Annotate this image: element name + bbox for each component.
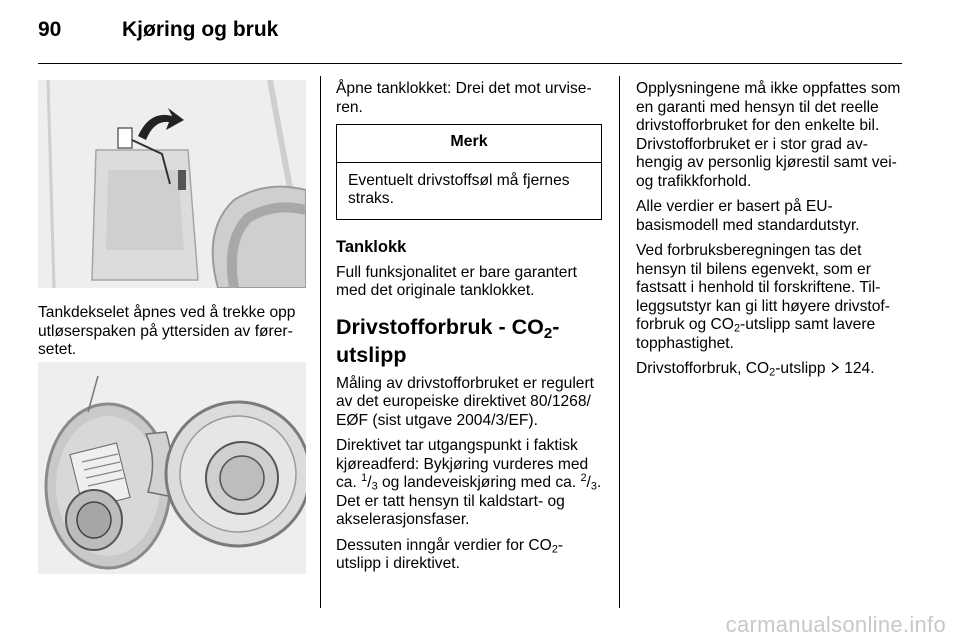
fraction-1-numerator: 1 [361, 472, 368, 484]
consumption-reference[interactable] [636, 360, 902, 379]
fuel-cap-subheading: Tanklokk [336, 237, 407, 256]
column-2 [336, 80, 602, 581]
note-heading: Merk [337, 125, 601, 163]
co2-directive-text-b: -utslipp i direktivet. [336, 536, 564, 572]
fuel-cap-illustration [38, 362, 306, 574]
header-rule [38, 63, 902, 64]
column-divider-2 [619, 76, 620, 608]
regulation-paragraph: Måling av drivstofforbruket er regulert av det europeiske direktivet 80/1268/ EØF (sist utgave 2004/3/EF). [336, 374, 594, 429]
fraction-2-denominator: 3 [590, 480, 597, 493]
weight-text-a: Ved forbruksberegningen tas det hensyn til bilens egenvekt, som er fastsatt i henhold til forskriftene. Tilleggsutstyr kan gi litt høyere drivstofforbruk og CO [636, 242, 890, 333]
page-number: 90 [38, 18, 62, 41]
driving-cycle-text-a: Direktivet tar utgangspunkt i faktisk kjøreadferd: Bykjøring vurderes med ca. [336, 437, 589, 491]
co2-directive-subscript: 2 [551, 543, 558, 556]
column-3 [636, 80, 902, 386]
lever-caption: Tankdekselet åpnes ved å trekke opp utløserspaken på yttersiden av førersetet. [38, 304, 296, 358]
release-lever-illustration [38, 80, 306, 288]
consumption-reference-subscript: 2 [769, 366, 776, 379]
co2-directive-text-a: Dessuten inngår verdier for CO [336, 536, 552, 554]
driving-cycle-text-c: . Det er tatt hensyn til kaldstart- og akselerasjonsfaser. [336, 474, 602, 528]
cap-open-instruction: Åpne tanklokket: Drei det mot urviseren. [336, 80, 592, 116]
co2-directive-paragraph [336, 537, 602, 574]
weight-subscript: 2 [733, 322, 741, 335]
watermark: carmanualsonline.info [725, 612, 946, 637]
weight-paragraph [636, 242, 902, 353]
driving-cycle-text-b: og landeveiskjøring med ca. [377, 474, 581, 491]
page-header [38, 18, 918, 58]
column-1 [38, 304, 306, 367]
guarantee-paragraph: Opplysningene må ikke oppfattes som en garanti med hensyn til det reelle drivstofforbruket for den enkelte bil. Drivstofforbruket er i stor grad avhengig av personlig kjørestil samt vei- og trafikkforhold. [636, 80, 901, 190]
weight-text-b: -utslipp samt lavere topphastighet. [636, 316, 876, 352]
section-heading [336, 313, 602, 369]
page-reference-icon [830, 360, 840, 379]
section-heading-line2: utslipp [336, 342, 407, 367]
consumption-reference-page[interactable]: 124. [844, 360, 875, 377]
note-box [336, 124, 602, 220]
fraction-2-numerator: 2 [580, 472, 587, 484]
page-title: Kjøring og bruk [122, 18, 279, 41]
eu-model-paragraph: Alle verdier er basert på EU-basismodell med standardutstyr. [636, 198, 860, 234]
section-heading-subscript: 2 [543, 324, 553, 342]
column-divider-1 [320, 76, 321, 608]
section-heading-part1: Drivstofforbruk - CO [336, 314, 544, 339]
section-heading-part2: - [552, 314, 560, 339]
note-body: Eventuelt drivstoffsøl må fjernes straks. [348, 171, 570, 207]
fraction-1-denominator: 3 [371, 480, 378, 493]
fuel-cap-text: Full funksjonalitet er bare garantert med det originale tanklokket. [336, 263, 577, 299]
driving-cycle-paragraph: Direktivet tar utgangspunkt i faktisk kjøreadferd: Bykjøring vurderes med ca. $^1/_3$ og landeveiskjøring med ca. $^2/_3$. Det er tatt hensyn til kaldstart- og akselerasjonsfaser. [336, 437, 602, 528]
consumption-reference-text-a: Drivstofforbruk, CO [636, 360, 770, 377]
consumption-reference-text-b: -utslipp [775, 360, 830, 377]
